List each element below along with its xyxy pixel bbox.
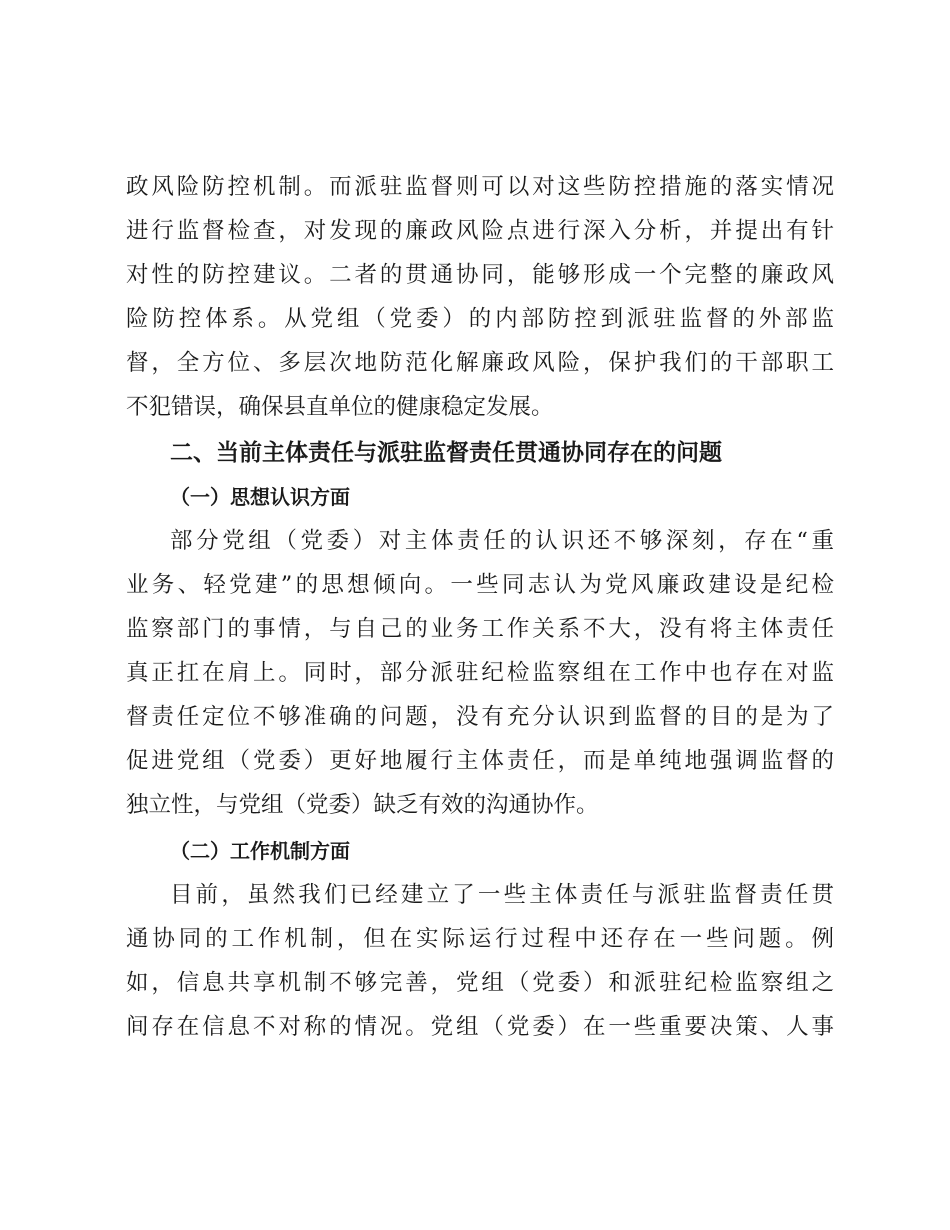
paragraph-2-line-3: 监察部门的事情，与自己的业务工作关系不大，没有将主体责任 xyxy=(126,616,834,642)
paragraph-2-line-6: 促进党组（党委）更好地履行主体责任，而是单纯地强调监督的 xyxy=(126,748,834,774)
paragraph-2-line-2: 业务、轻党建”的思想倾向。一些同志认为党风廉政建设是纪检 xyxy=(126,572,834,598)
paragraph-2-line-5: 督责任定位不够准确的问题，没有充分认识到监督的目的是为了 xyxy=(126,704,834,730)
subsection-1-heading: （一）思想认识方面 xyxy=(170,485,350,509)
subsection-2-heading: （二）工作机制方面 xyxy=(170,839,350,863)
paragraph-3-line-2: 通协同的工作机制，但在实际运行过程中还存在一些问题。例 xyxy=(126,926,834,952)
paragraph-1-line-1: 政风险防控机制。而派驻监督则可以对这些防控措施的落实情况 xyxy=(126,174,834,200)
section-2-heading: 二、当前主体责任与派驻监督责任贯通协同存在的问题 xyxy=(170,440,722,466)
paragraph-1-line-6: 不犯错误，确保县直单位的健康稳定发展。 xyxy=(126,394,554,420)
paragraph-3-line-1: 目前，虽然我们已经建立了一些主体责任与派驻监督责任贯 xyxy=(170,882,834,908)
paragraph-2-line-1: 部分党组（党委）对主体责任的认识还不够深刻，存在“重 xyxy=(170,528,834,554)
paragraph-1-line-2: 进行监督检查，对发现的廉政风险点进行深入分析，并提出有针 xyxy=(126,218,834,244)
paragraph-1-line-5: 督，全方位、多层次地防范化解廉政风险，保护我们的干部职工 xyxy=(126,350,834,376)
paragraph-3-line-4: 间存在信息不对称的情况。党组（党委）在一些重要决策、人事 xyxy=(126,1014,834,1040)
paragraph-1-line-4: 险防控体系。从党组（党委）的内部防控到派驻监督的外部监 xyxy=(126,306,834,332)
paragraph-1-line-3: 对性的防控建议。二者的贯通协同，能够形成一个完整的廉政风 xyxy=(126,262,834,288)
paragraph-2-line-4: 真正扛在肩上。同时，部分派驻纪检监察组在工作中也存在对监 xyxy=(126,660,834,686)
paragraph-3-line-3: 如，信息共享机制不够完善，党组（党委）和派驻纪检监察组之 xyxy=(126,970,834,996)
paragraph-2-line-7: 独立性，与党组（党委）缺乏有效的沟通协作。 xyxy=(126,792,599,818)
